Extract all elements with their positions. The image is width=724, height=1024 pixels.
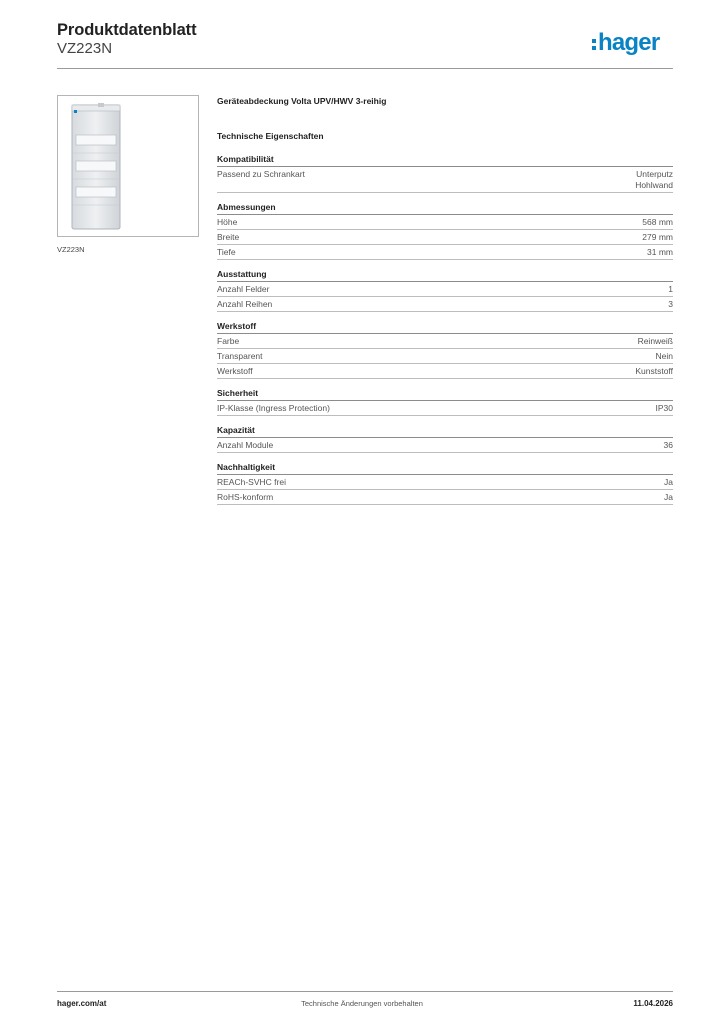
spec-row: [217, 215, 673, 230]
spec-value-line: Kunststoff: [635, 366, 673, 376]
spec-value: [664, 440, 673, 451]
spec-row: [217, 490, 673, 505]
logo-text: hager: [598, 29, 660, 56]
hager-logo: [592, 30, 659, 56]
spec-label: Passend zu Schrankart: [217, 169, 305, 179]
spec-value-line: 568 mm: [642, 217, 673, 227]
spec-value: [635, 366, 673, 377]
spec-value-line: 31 mm: [647, 247, 673, 257]
spec-value: [656, 351, 673, 362]
product-name: Geräteabdeckung Volta UPV/HWV 3-reihig: [217, 96, 387, 106]
spec-section: [217, 387, 673, 416]
footer-date: 11.04.2026: [633, 999, 673, 1008]
spec-section: [217, 153, 673, 193]
spec-row: [217, 167, 673, 193]
spec-value: [635, 169, 673, 191]
spec-value-line: IP30: [655, 403, 673, 413]
spec-value: [664, 492, 673, 503]
section-title: Werkstoff: [217, 320, 673, 334]
product-image-frame: [57, 95, 199, 237]
spec-label: Anzahl Module: [217, 440, 274, 450]
spec-label: Werkstoff: [217, 366, 253, 376]
section-title: Kapazität: [217, 424, 673, 438]
spec-value-line: Reinweiß: [637, 336, 673, 346]
spec-value-line: 3: [668, 299, 673, 309]
spec-section: [217, 268, 673, 312]
footer-notice: Technische Änderungen vorbehalten: [301, 999, 423, 1008]
spec-label: REACh-SVHC frei: [217, 477, 286, 487]
spec-sections: [217, 153, 673, 505]
spec-section: [217, 424, 673, 453]
spec-label: IP-Klasse (Ingress Protection): [217, 403, 330, 413]
spec-label: Anzahl Felder: [217, 284, 270, 294]
spec-value-line: Nein: [655, 351, 673, 361]
header-divider: [57, 68, 673, 69]
spec-value-line: Unterputz: [636, 169, 673, 179]
spec-label: Farbe: [217, 336, 240, 346]
spec-row: [217, 475, 673, 490]
spec-row: [217, 401, 673, 416]
spec-value: [668, 284, 673, 295]
spec-label: RoHS-konform: [217, 492, 274, 502]
spec-label: Transparent: [217, 351, 263, 361]
spec-value: [664, 477, 673, 488]
spec-value-line: 36: [663, 440, 673, 450]
spec-value: [642, 217, 673, 228]
section-title: Abmessungen: [217, 201, 673, 215]
section-title: Ausstattung: [217, 268, 673, 282]
spec-section: [217, 320, 673, 379]
spec-label: Tiefe: [217, 247, 236, 257]
spec-label: Höhe: [217, 217, 238, 227]
spec-label: Breite: [217, 232, 240, 242]
technical-properties-heading: Technische Eigenschaften: [217, 131, 324, 141]
specifications-column: [217, 94, 673, 505]
spec-row: [217, 282, 673, 297]
spec-value-line: 1: [668, 284, 673, 294]
product-code: VZ223N: [57, 40, 113, 57]
spec-value-line: Ja: [664, 492, 673, 502]
spec-label: Anzahl Reihen: [217, 299, 273, 309]
product-cover-icon: [58, 96, 198, 236]
section-title: Nachhaltigkeit: [217, 461, 673, 475]
spec-row: [217, 230, 673, 245]
spec-row: [217, 334, 673, 349]
footer-divider: [57, 991, 673, 992]
section-title: Sicherheit: [217, 387, 673, 401]
spec-row: [217, 297, 673, 312]
product-image-caption: VZ223N: [57, 245, 85, 254]
section-title: Kompatibilität: [217, 153, 673, 167]
spec-value: [656, 403, 674, 414]
spec-row: [217, 364, 673, 379]
spec-value-line: Ja: [664, 477, 673, 487]
spec-section: [217, 461, 673, 505]
spec-row: [217, 245, 673, 260]
logo-colon-icon: [592, 39, 596, 50]
page-title: Produktdatenblatt: [57, 21, 197, 39]
spec-value: [668, 299, 673, 310]
spec-value-line: 279 mm: [642, 232, 673, 242]
spec-value: [638, 336, 673, 347]
spec-value: [647, 247, 673, 258]
footer-website: hager.com/at: [57, 999, 107, 1008]
spec-value-line: Hohlwand: [635, 180, 673, 190]
spec-row: [217, 349, 673, 364]
spec-value: [642, 232, 673, 243]
spec-section: [217, 201, 673, 260]
spec-row: [217, 438, 673, 453]
